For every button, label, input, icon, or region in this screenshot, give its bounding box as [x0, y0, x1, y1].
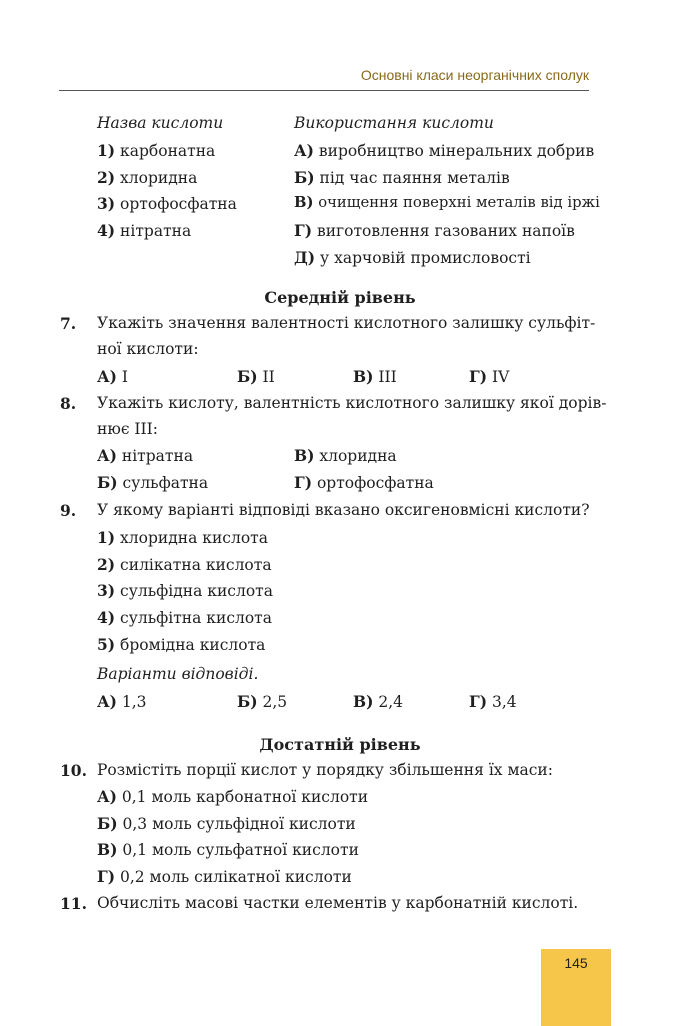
item-text: сульфітна кислота: [115, 609, 272, 627]
item-label: Б): [97, 814, 118, 833]
match-left-item: [97, 194, 237, 213]
item-text: 0,1 моль карбонатної кислоти: [116, 788, 369, 806]
item-label: Д): [294, 248, 316, 267]
option-text: 1,3: [116, 693, 147, 711]
item-label: 4): [97, 221, 116, 240]
item-label: Г): [294, 221, 313, 240]
option-text: нітратна: [116, 447, 194, 465]
item-label: 5): [97, 635, 116, 654]
match-left-heading: Назва кислоти: [97, 114, 224, 132]
option-label: Б): [97, 473, 118, 492]
option-text: IV: [487, 368, 510, 386]
match-right-heading: Використання кислоти: [294, 114, 494, 132]
question-text-line: ної кислоти:: [97, 340, 199, 358]
option-text: I: [116, 368, 129, 386]
item-text: виробництво мінеральних добрив: [313, 142, 595, 160]
question-text-line: Обчисліть масові частки елементів у карбонатній кислоті.: [97, 894, 579, 912]
list-item: [97, 608, 272, 627]
item-text: під час паяння металів: [314, 169, 510, 187]
item-label: 4): [97, 608, 116, 627]
question-text-line: Укажіть значення валентності кислотного залишку сульфіт-: [97, 314, 596, 332]
item-label: 2): [97, 168, 116, 187]
answer-option: [294, 446, 397, 465]
question-number: 10.: [60, 761, 87, 780]
option-label: В): [353, 367, 374, 386]
question-text-line: нює III:: [97, 420, 159, 438]
item-text: ортофосфатна: [115, 195, 237, 213]
item-text: карбонатна: [115, 142, 216, 160]
list-item: [97, 814, 356, 833]
option-label: Г): [294, 473, 313, 492]
match-left-item: [97, 221, 191, 240]
option-label: А): [97, 446, 117, 465]
list-item: [97, 581, 273, 600]
option-label: Г): [469, 367, 488, 386]
item-label: Б): [294, 168, 315, 187]
option-text: 2,5: [257, 693, 288, 711]
list-item: [97, 840, 359, 859]
match-right-item: [294, 168, 510, 187]
page-number: 145: [564, 955, 588, 971]
question-number: 9.: [60, 501, 77, 520]
question-number: 8.: [60, 394, 77, 413]
match-right-item: [294, 141, 594, 160]
item-text: 0,3 моль сульфідної кислоти: [117, 815, 356, 833]
answer-option: [353, 367, 397, 386]
item-label: 1): [97, 141, 116, 160]
answer-option: [97, 446, 193, 465]
section-heading-sufficient: Достатній рівень: [259, 735, 421, 754]
running-header-title: Основні класи неорганічних сполук: [360, 67, 589, 83]
item-label: В): [294, 194, 314, 211]
option-text: III: [373, 368, 397, 386]
answer-option: [353, 692, 403, 711]
item-text: нітратна: [115, 222, 192, 240]
item-text: сульфідна кислота: [115, 582, 273, 600]
list-item: [97, 635, 265, 654]
item-text: очищення поверхні металів від іржі: [313, 194, 600, 211]
match-right-item: [294, 248, 531, 267]
item-label: В): [97, 840, 118, 859]
option-label: А): [97, 692, 117, 711]
match-right-item: [294, 194, 600, 211]
question-text-line: У якому варіанті відповіді вказано оксигеновмісні кислоти?: [97, 501, 590, 519]
item-text: виготовлення газованих напоїв: [312, 222, 575, 240]
item-text: у харчовій промисловості: [315, 249, 531, 267]
option-label: Б): [237, 692, 258, 711]
item-label: А): [97, 787, 117, 806]
option-label: Г): [469, 692, 488, 711]
header-divider: [59, 90, 589, 91]
item-label: А): [294, 141, 314, 160]
option-text: сульфатна: [117, 474, 209, 492]
item-text: хлоридна: [115, 169, 198, 187]
answer-option: [237, 367, 275, 386]
list-item: [97, 528, 268, 547]
option-label: Б): [237, 367, 258, 386]
answer-option: [294, 473, 434, 492]
question-number: 7.: [60, 314, 77, 333]
item-text: бромідна кислота: [115, 636, 266, 654]
answer-option: [237, 692, 287, 711]
option-label: В): [294, 446, 315, 465]
section-heading-medium: Середній рівень: [264, 288, 416, 307]
list-item: [97, 787, 368, 806]
option-text: 2,4: [373, 693, 404, 711]
answer-option: [469, 692, 517, 711]
list-item: [97, 867, 352, 886]
list-item: [97, 555, 272, 574]
answer-option: [97, 473, 208, 492]
answer-option: [97, 367, 128, 386]
item-label: 1): [97, 528, 116, 547]
option-label: В): [353, 692, 374, 711]
item-label: Г): [97, 867, 116, 886]
question-text-line: Укажіть кислоту, валентність кислотного залишку якої дорів-: [97, 394, 607, 412]
item-label: 3): [97, 194, 116, 213]
question-text-line: Розмістіть порції кислот у порядку збільшення їх маси:: [97, 761, 553, 779]
option-text: II: [257, 368, 275, 386]
page-number-tab: [541, 949, 611, 1026]
match-left-item: [97, 141, 215, 160]
item-text: силікатна кислота: [115, 556, 272, 574]
match-right-item: [294, 221, 575, 240]
option-text: хлоридна: [314, 447, 397, 465]
answer-option: [469, 367, 509, 386]
variants-label: Варіанти відповіді.: [97, 665, 259, 683]
item-label: 2): [97, 555, 116, 574]
answer-option: [97, 692, 147, 711]
question-number: 11.: [60, 894, 87, 913]
item-label: 3): [97, 581, 116, 600]
option-text: 3,4: [487, 693, 517, 711]
item-text: 0,1 моль сульфатної кислоти: [117, 841, 359, 859]
item-text: хлоридна кислота: [115, 529, 268, 547]
match-left-item: [97, 168, 197, 187]
option-label: А): [97, 367, 117, 386]
item-text: 0,2 моль силікатної кислоти: [115, 868, 352, 886]
option-text: ортофосфатна: [312, 474, 434, 492]
